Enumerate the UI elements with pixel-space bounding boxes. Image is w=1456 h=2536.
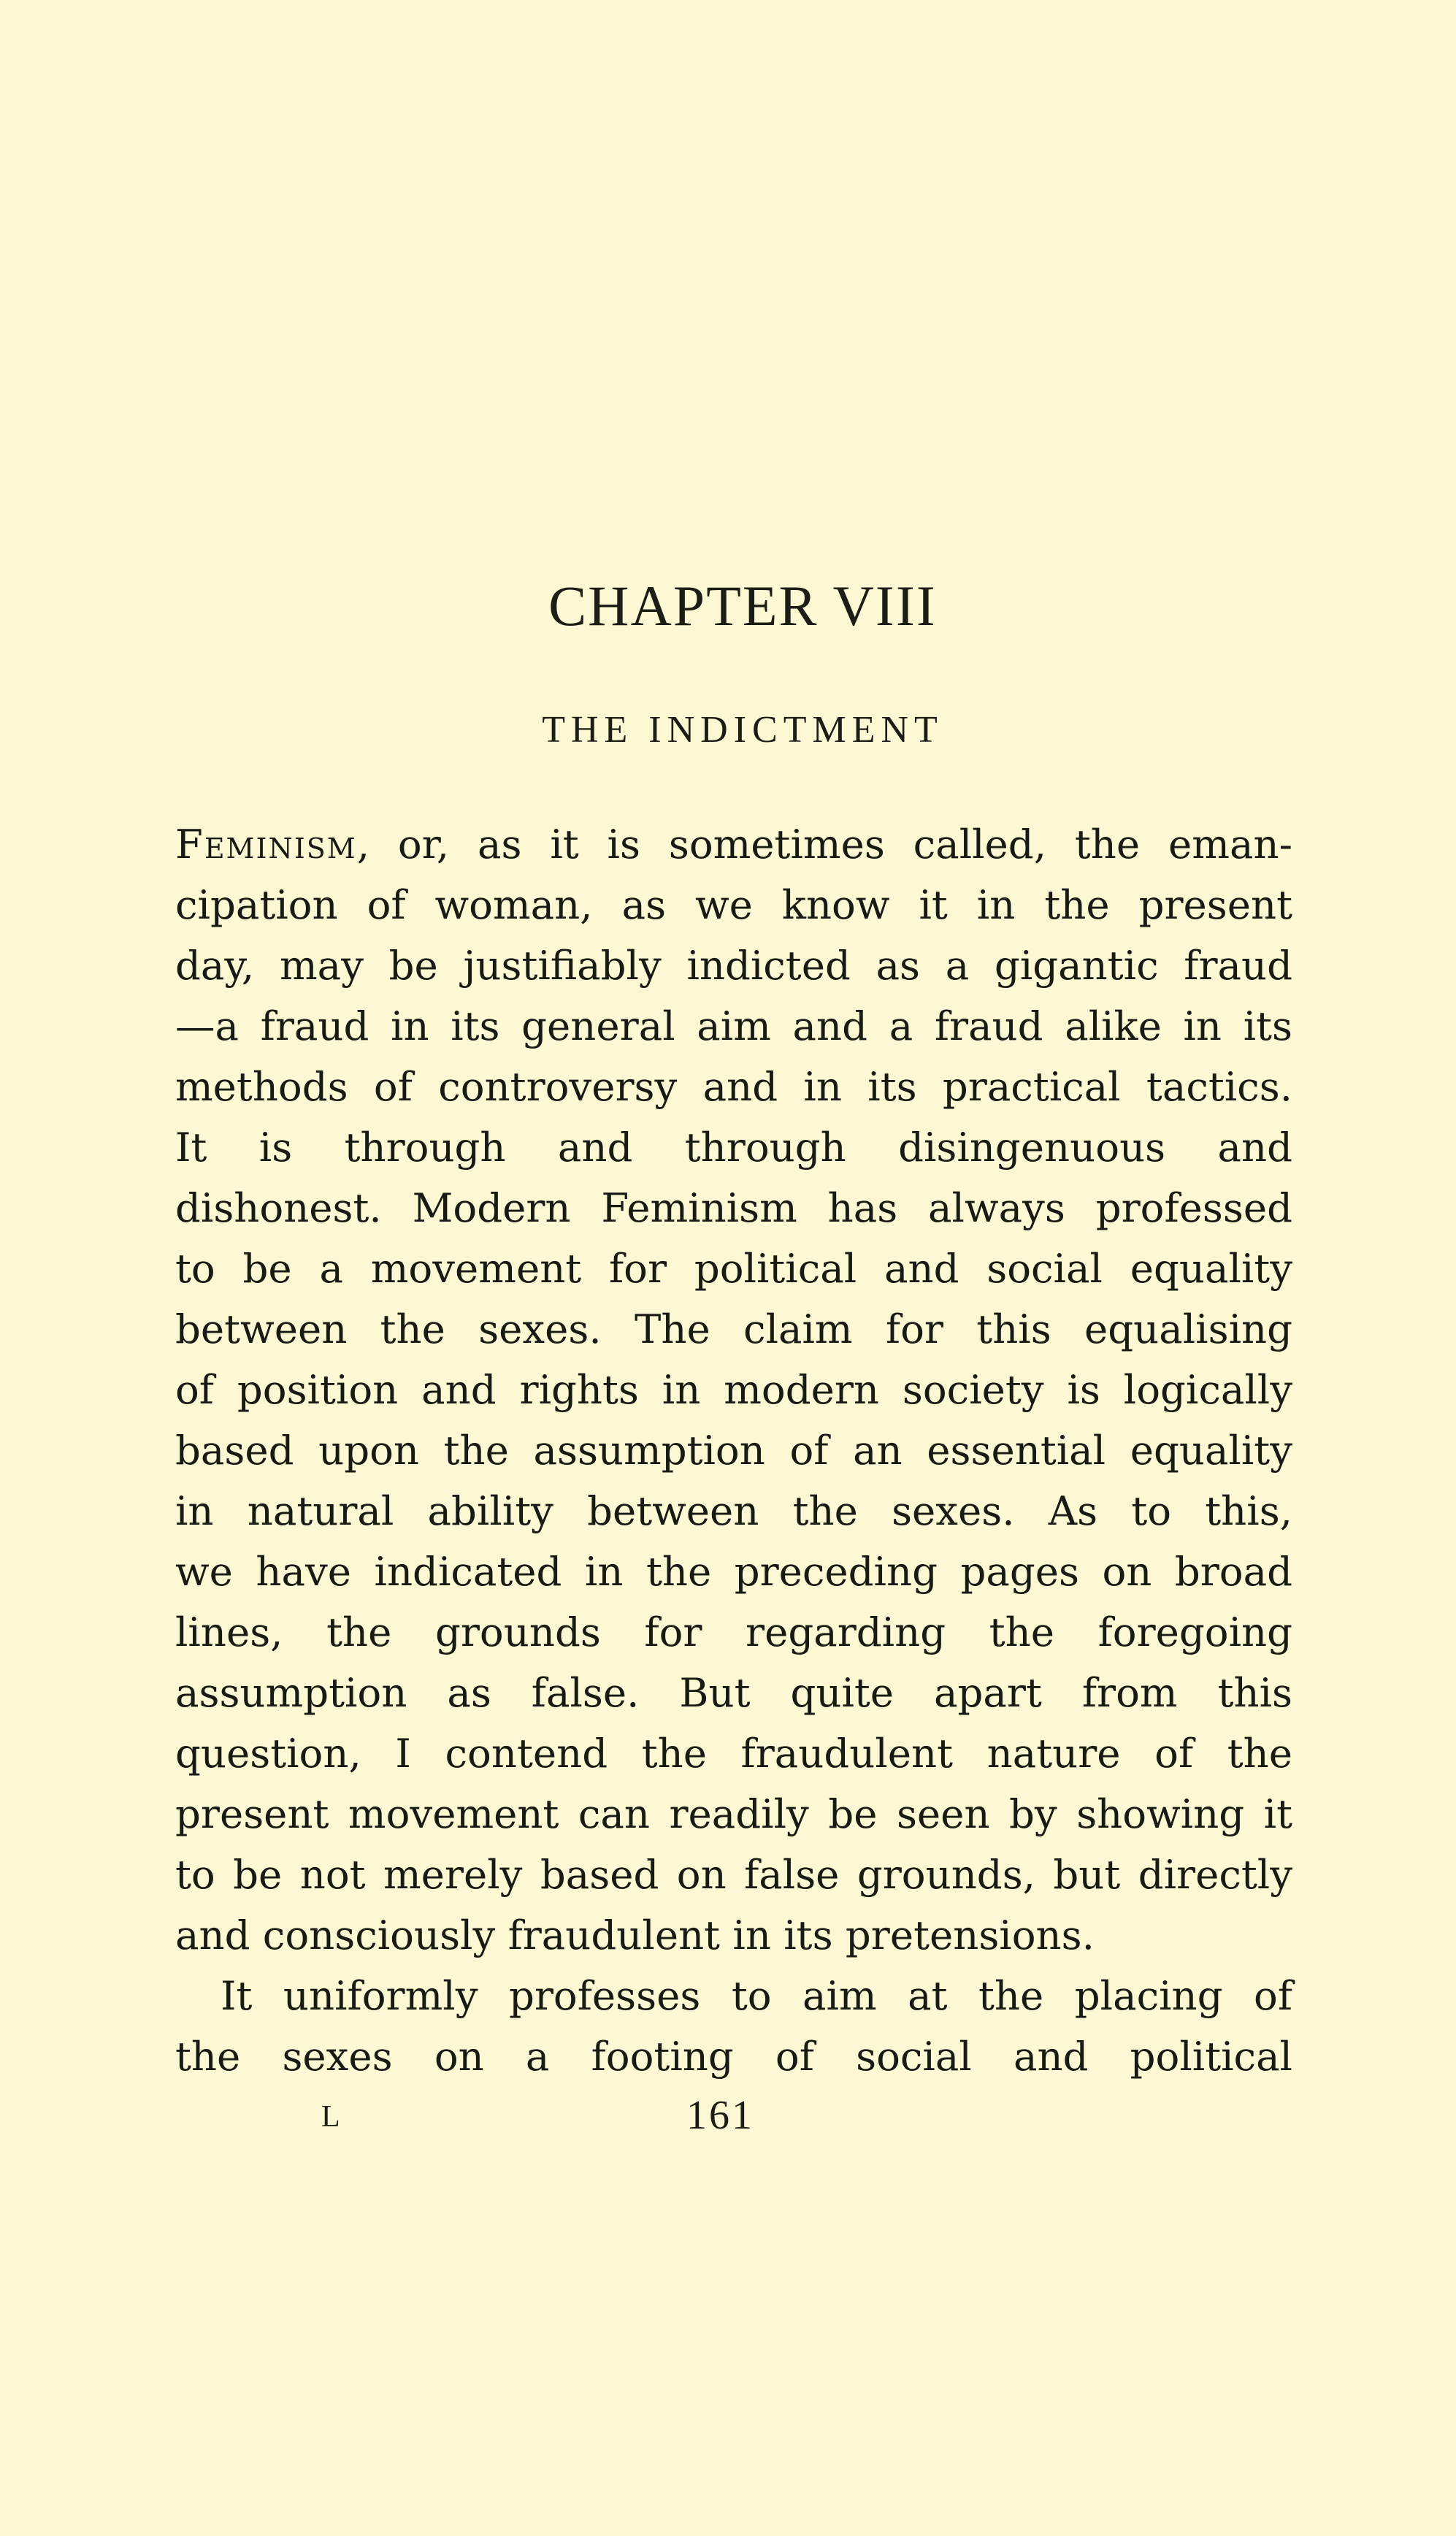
text-line: in natural ability between the sexes. As to this, xyxy=(175,1487,1292,1534)
text-line xyxy=(175,814,1292,875)
page-footer xyxy=(175,2092,1310,2150)
body-text xyxy=(175,814,1292,2087)
text-line: and consciously fraudulent in its pretensions. xyxy=(175,1912,1095,1958)
text-line: based upon the assumption of an essential equality xyxy=(175,1427,1292,1474)
text-line: assumption as false. But quite apart from this xyxy=(175,1669,1292,1716)
paragraph-1 xyxy=(175,814,1292,1966)
lead-word: Feminism xyxy=(175,821,357,867)
text-line: we have indicated in the preceding pages on broad xyxy=(175,1548,1292,1595)
text-line: to be not merely based on false grounds, but directly xyxy=(175,1851,1292,1898)
chapter-title: THE INDICTMENT xyxy=(542,709,943,751)
paragraph-2 xyxy=(175,1966,1292,2087)
text-line: question, I contend the fraudulent nature of the xyxy=(175,1730,1292,1777)
text-line: the sexes on a footing of social and political xyxy=(175,2033,1292,2080)
text-line-content: , or, as it is sometimes called, the eman- xyxy=(356,821,1292,867)
chapter-number: CHAPTER VIII xyxy=(548,574,937,637)
page-number: 161 xyxy=(686,2093,754,2138)
text-line: lines, the grounds for regarding the foregoing xyxy=(175,1609,1292,1655)
text-line: It is through and through disingenuous and xyxy=(175,1124,1292,1171)
text-line: It uniformly professes to aim at the placing of xyxy=(221,1972,1292,2019)
text-line: day, may be justifiably indicted as a gigantic fraud xyxy=(175,942,1292,989)
text-line: between the sexes. The claim for this equalising xyxy=(175,1306,1292,1352)
text-line: to be a movement for political and social equality xyxy=(175,1245,1292,1292)
text-line: methods of controversy and in its practical tactics. xyxy=(175,1063,1292,1110)
text-line: of position and rights in modern society is logically xyxy=(175,1366,1292,1413)
signature-mark: L xyxy=(321,2100,342,2134)
text-line: present movement can readily be seen by showing it xyxy=(175,1790,1292,1837)
text-line: —a fraud in its general aim and a fraud alike in its xyxy=(175,1003,1292,1049)
text-line: cipation of woman, as we know it in the present xyxy=(175,881,1292,928)
text-line: dishonest. Modern Feminism has always professed xyxy=(175,1184,1292,1231)
